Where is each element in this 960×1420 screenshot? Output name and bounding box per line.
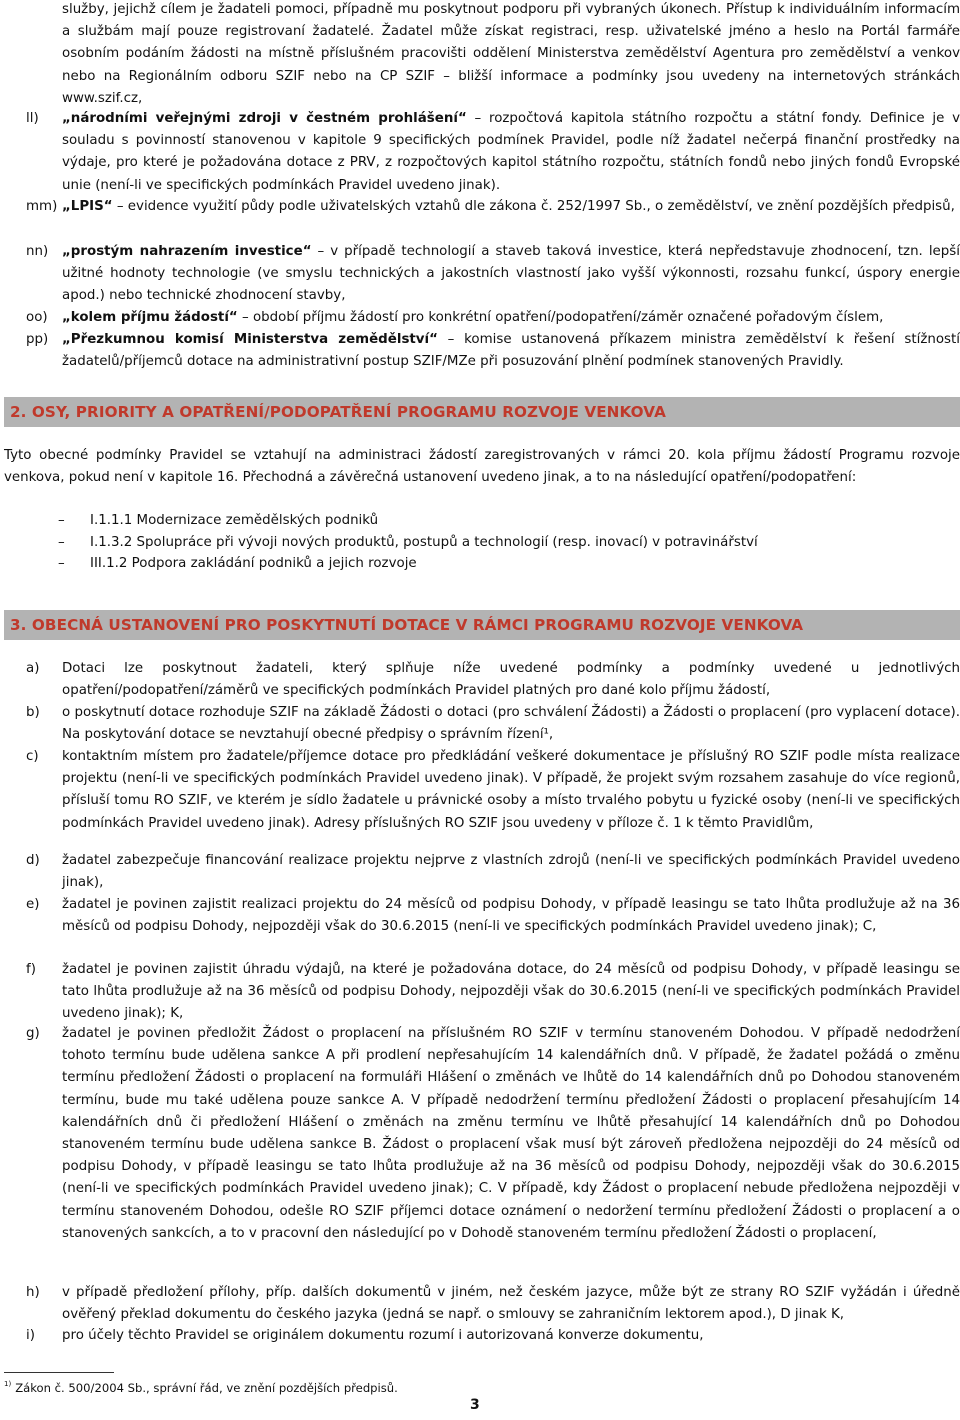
provision-text: kontaktním místem pro žadatele/příjemce dotace pro předkládání veškeré dokumentace je příslušný RO SZIF podle místa realizace projektu (není-li ve specifických podmínkách Pravidel uvedeno jinak). V případě, že projekt svým rozsahem zasahuje do více regionů, přísluší tomu RO SZIF, ve kterém je sídlo žadatele u právnické osoby a místo trvalého pobytu u fyzické osoby (není-li ve specifických podmínkách Pravidel uvedeno jinak). Adresy příslušných RO SZIF jsou uvedeny v příloze č. 1 k těmto Pravidlům, xyxy=(62,749,960,831)
provision-text: Dotaci lze poskytnout žadateli, který splňuje níže uvedené podmínky a podmínky uvedené u jednotlivých opatření/podopatření/záměrů ve specifických podmínkách Pravidel platných pro dané kolo příjmu žádostí, xyxy=(62,661,960,699)
provision-label: e) xyxy=(26,897,40,912)
definition-term: „LPIS“ xyxy=(62,199,113,214)
definition-pp xyxy=(26,329,960,373)
section-2-heading xyxy=(4,397,960,427)
footnote-text: Zákon č. 500/2004 Sb., správní řád, ve znění pozdějších předpisů. xyxy=(15,1381,398,1395)
footnote-rule xyxy=(4,1372,114,1373)
section-title: 3. OBECNÁ USTANOVENÍ PRO POSKYTNUTÍ DOTACE V RÁMCI PROGRAMU ROZVOJE VENKOVA xyxy=(10,616,804,634)
definition-mm xyxy=(26,196,960,218)
provision-b xyxy=(26,702,960,746)
provision-text: žadatel je povinen zajistit realizaci projektu do 24 měsíců od podpisu Dohody, v případě leasingu se tato lhůta prodlužuje až na 36 měsíců od podpisu Dohody, nejpozději však do 30.6.2015 (není-li ve specifických podmínkách Pravidel uvedeno jinak); C, xyxy=(62,897,960,935)
provision-label: a) xyxy=(26,661,40,676)
provision-text: v případě předložení přílohy, příp. dalších dokumentů v jiném, než českém jazyce, může být ze strany RO SZIF vyžádán i úředně ověřený překlad dokumentu do českého jazyka (jedná se např. o smlouvy se zahraničním lektorem apod.), D jinak K, xyxy=(62,1285,960,1323)
definition-label: oo) xyxy=(26,310,48,325)
section-title: 2. OSY, PRIORITY A OPATŘENÍ/PODOPATŘENÍ PROGRAMU ROZVOJE VENKOVA xyxy=(10,403,666,421)
dash-bullet: – xyxy=(58,513,65,528)
footnote-marker: 1) xyxy=(4,1380,12,1388)
dash-bullet: – xyxy=(58,556,65,571)
definition-term: „národními veřejnými zdroji v čestném prohlášení“ xyxy=(62,111,467,126)
provision-label: c) xyxy=(26,749,39,764)
provision-h xyxy=(26,1282,960,1326)
provision-label: d) xyxy=(26,853,40,868)
definition-label: pp) xyxy=(26,332,49,347)
provision-label: g) xyxy=(26,1026,40,1041)
intro-continuation xyxy=(62,0,960,110)
section-3-heading xyxy=(4,610,960,640)
definition-nn xyxy=(26,241,960,308)
definition-label: mm) xyxy=(26,199,58,214)
provision-label: i) xyxy=(26,1328,35,1343)
definition-text: – rozpočtová kapitola státního rozpočtu a státní fondy. Definice je v souladu s povinností stanovenou v kapitole 9 specifických podmínek Pravidel, podle níž žadatel nečerpá finanční prostředky na výdaje, pro které je požadována dotace z PRV, z rozpočtových kapitol státního rozpočtu, státních fondů nebo jiných fondů Evropské unie (není-li ve specifických podmínkách Pravidel uvedeno jinak). xyxy=(62,111,960,193)
definition-label: nn) xyxy=(26,244,49,259)
measure-text: III.1.2 Podpora zakládání podniků a jejich rozvoje xyxy=(90,556,417,571)
definition-term: „prostým nahrazením investice“ xyxy=(62,244,312,259)
provision-text: o poskytnutí dotace rozhoduje SZIF na základě Žádosti o dotaci (pro schválení Žádosti) a Žádosti o proplacení (pro vyplacení dotace). Na poskytování dotace se nevztahují obecné předpisy o správním řízení¹, xyxy=(62,705,960,743)
measure-item xyxy=(58,510,378,532)
provision-c xyxy=(26,746,960,835)
footnote xyxy=(4,1381,398,1395)
definition-term: „Přezkumnou komisí Ministerstva zemědělství“ xyxy=(62,332,438,347)
provision-text: pro účely těchto Pravidel se originálem dokumentu rozumí i autorizovaná konverze dokumentu, xyxy=(62,1328,704,1343)
provision-g xyxy=(26,1023,960,1245)
section-2-paragraph xyxy=(4,445,960,489)
provision-a xyxy=(26,658,960,702)
dash-bullet: – xyxy=(58,535,65,550)
provision-text: žadatel je povinen předložit Žádost o proplacení na příslušném RO SZIF v termínu stanoveném Dohodou. V případě nedodržení tohoto termínu bude udělena sankce A při prodlení nepřesahujícím 14 kalendářních dnů. V případě, že žadatel požádá o změnu termínu předložení Žádosti o proplacení na formuláři Hlášení o změnách ve lhůtě do 14 kalendářních dnů po Dohodou stanoveném termínu, bude mu také udělena pouze sankce A. V případě nedodržení termínu předložení Žádosti o proplacení přesahujícím 14 kalendářních dnů či předložení Hlášení o změnách na změnu termínu ve lhůtě přesahující 14 kalendářních dnů po Dohodou stanoveném termínu bude udělena sankce B. Žádost o proplacení však musí být zároveň předložena nejpozději do 24 měsíců od podpisu Dohody, v případě leasingu se tato lhůta prodlužuje až na 36 měsíců od podpisu Dohody, nejpozději však do 30.6.2015 (není-li ve specifických podmínkách Pravidel uvedeno jinak); C. V případě, kdy Žádost o proplacení nebude předložena nejpozději v termínu stanoveném Dohodou, odešle RO SZIF příjemci dotace oznámení o nedoržení termínu předložení Žádosti o proplacení a o stanovených sankcích, a to v pracovní den následující po v Dohodě stanoveném termínu předložení Žádosti o proplacení, xyxy=(62,1026,960,1241)
definition-text: – období příjmu žádostí pro konkrétní opatření/podopatření/záměr označené pořadovým číslem, xyxy=(237,310,884,325)
provision-label: h) xyxy=(26,1285,40,1300)
provision-label: f) xyxy=(26,962,36,977)
provision-label: b) xyxy=(26,705,40,720)
measure-item xyxy=(58,532,758,554)
page-number: 3 xyxy=(470,1397,480,1413)
provision-f xyxy=(26,959,960,1026)
measure-text: I.1.3.2 Spolupráce při vývoji nových produktů, postupů a technologií (resp. inovací) v potravinářství xyxy=(90,535,758,550)
provision-e xyxy=(26,894,960,938)
provision-d xyxy=(26,850,960,894)
definition-label: ll) xyxy=(26,111,39,126)
provision-text: žadatel zabezpečuje financování realizace projektu nejprve z vlastních zdrojů (není-li ve specifických podmínkách Pravidel uvedeno jinak), xyxy=(62,853,960,891)
provision-i xyxy=(26,1325,960,1347)
intro-paragraph: služby, jejichž cílem je žadateli pomoci, případně mu poskytnout podporu při vybraných úkonech. Přístup k individuálním informacím a službám mají pouze registrovaní žadatelé. Žadatel může získat registraci, resp. uživatelské jméno a heslo na Portál farmáře osobním podáním žádosti na místně příslušném pracovišti oddělení Ministerstva zemědělství Agentura pro zemědělství a venkov nebo na Regionálním odboru SZIF nebo na CP SZIF – bližší informace a podmínky jsou uvedeny na internetových stránkách www.szif.cz, xyxy=(62,2,960,106)
definition-text: – v případě technologií a staveb taková investice, která nepředstavuje zhodnocení, tzn. lepší užitné hodnoty technologie (ve smyslu technických a jakostních vlastností jako vyšší výkonnosti, rozsahu funkcí, úspory energie apod.) nebo technické zhodnocení stavby, xyxy=(62,244,960,304)
definition-text: – komise ustanovená příkazem ministra zemědělství k řešení stížností žadatelů/příjemců dotace na administrativní postup SZIF/MZe při posuzování plnění podmínek stanovených Pravidly. xyxy=(62,332,960,370)
measure-item xyxy=(58,553,417,575)
measure-text: I.1.1.1 Modernizace zemědělských podniků xyxy=(90,513,379,528)
definition-text: – evidence využití půdy podle uživatelských vztahů dle zákona č. 252/1997 Sb., o zemědělství, ve znění pozdějších předpisů, xyxy=(112,199,955,214)
definition-ll xyxy=(26,108,960,197)
definition-term: „kolem příjmu žádostí“ xyxy=(62,310,238,325)
definition-oo xyxy=(26,307,960,329)
section-paragraph: Tyto obecné podmínky Pravidel se vztahují na administraci žádostí zaregistrovaných v rámci 20. kola příjmu žádostí Programu rozvoje venkova, pokud není v kapitole 16. Přechodná a závěrečná ustanovení uvedeno jinak, a to na následující opatření/podopatření: xyxy=(4,448,960,486)
provision-text: žadatel je povinen zajistit úhradu výdajů, na které je požadována dotace, do 24 měsíců od podpisu Dohody, v případě leasingu se tato lhůta prodlužuje až na 36 měsíců od podpisu Dohody, nejpozději však do 30.6.2015 (není-li ve specifických podmínkách Pravidel uvedeno jinak); K, xyxy=(62,962,960,1022)
